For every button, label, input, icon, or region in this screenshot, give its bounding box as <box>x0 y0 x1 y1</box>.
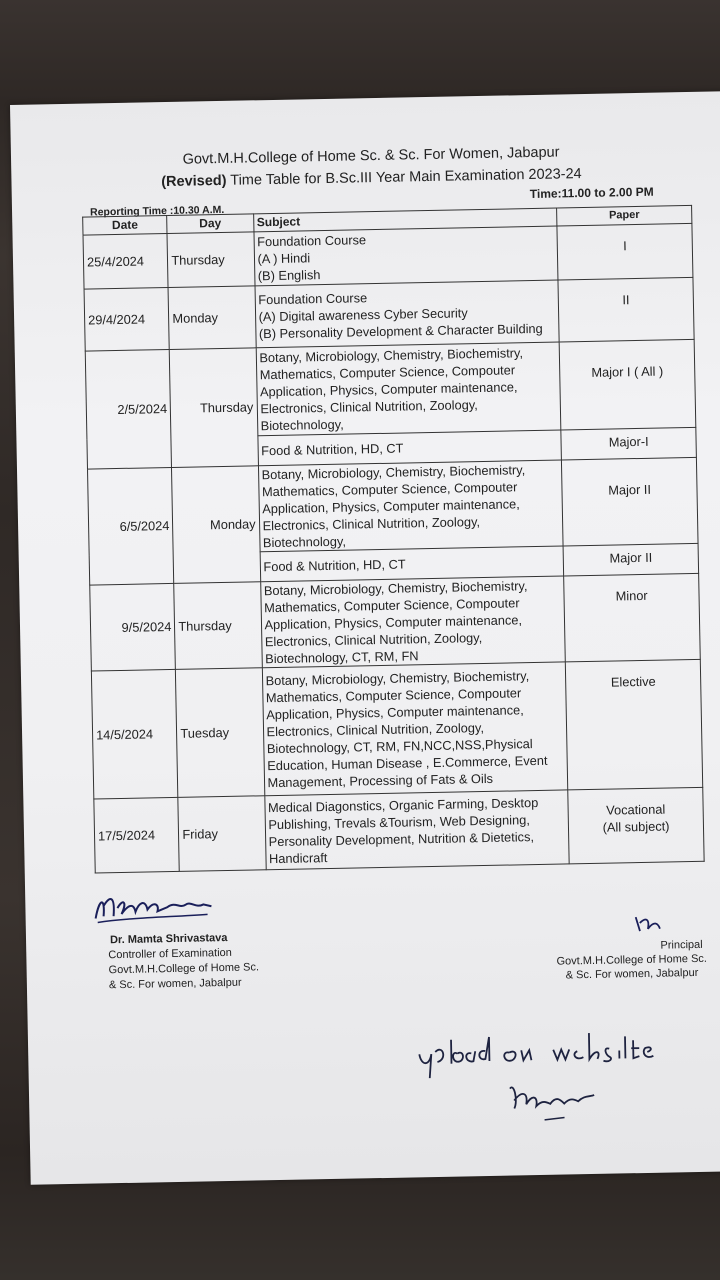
subject-line: Electronics, Clinical Nutrition, Zoology, <box>262 514 481 534</box>
controller-name: Dr. Mamta Shrivastava <box>109 931 228 947</box>
subject-line: Application, Physics, Computer maintenance, <box>259 379 518 400</box>
controller-org-2: & Sc. For women, Jabalpur <box>108 976 242 992</box>
table-row <box>90 573 701 671</box>
subject-line: Botany, Microbiology, Chemistry, Biochemistry, <box>265 668 530 689</box>
subject-line: Foundation Course <box>257 232 367 250</box>
principal-org-2: & Sc. For women, Jabalpur <box>565 966 699 982</box>
row-paper <box>565 659 702 790</box>
table-row <box>84 277 694 351</box>
subject-line: Electronics, Clinical Nutrition, Zoology, <box>264 630 483 650</box>
controller-org-1: Govt.M.H.College of Home Sc. <box>108 961 260 977</box>
exam-title-text: Time Table for B.Sc.III Year Main Examination 2023-24 <box>226 166 582 189</box>
subject-line: Electronics, Clinical Nutrition, Zoology, <box>260 397 478 417</box>
subject-line: Botany, Microbiology, Chemistry, Biochemistry, <box>259 345 524 366</box>
row-paper <box>568 787 704 864</box>
subject-line: Personality Development, Nutrition & Dietetics, <box>268 828 535 849</box>
row-paper <box>562 457 698 546</box>
row-subject <box>253 226 558 286</box>
row-day: Monday <box>172 466 260 584</box>
subject-line: (A ) Hindi <box>257 250 311 267</box>
subject-line: Management, Processing of Fats & Oils <box>267 770 494 791</box>
subject-line: Application, Physics, Computer maintenance, <box>262 496 520 517</box>
principal-signature <box>596 913 666 936</box>
row-day: Thursday <box>170 348 258 468</box>
row-date: 14/5/2024 <box>91 669 178 799</box>
college-title: Govt.M.H.College of Home Sc. & Sc. For Women, Jabapur <box>182 144 560 168</box>
controller-signature-block <box>87 885 259 993</box>
table-row <box>85 339 696 439</box>
paper-label-secondary: (All subject) <box>602 818 670 835</box>
handwritten-note-drawing <box>413 1028 665 1143</box>
table-row <box>88 457 699 555</box>
row-date: 29/4/2024 <box>84 287 170 351</box>
paper-label: Minor <box>615 587 648 604</box>
table-row <box>94 787 704 873</box>
row-subject <box>262 662 568 796</box>
principal-org-1: Govt.M.H.College of Home Sc. <box>556 952 708 968</box>
paper-label: Elective <box>610 673 656 690</box>
subject-line: Foundation Course <box>258 290 368 308</box>
reporting-time: Reporting Time :10.30 A.M. <box>89 203 225 219</box>
subject-line: Mathematics, Computer Science, Compouter <box>264 595 520 616</box>
subject-line: Biotechnology, <box>262 533 347 551</box>
subject-line: Medical Diagonstics, Organic Farming, Desktop <box>267 794 539 815</box>
controller-title: Controller of Examination <box>108 946 232 962</box>
row-date: 9/5/2024 <box>90 583 176 671</box>
subject-line: Botany, Microbiology, Chemistry, Biochemistry, <box>263 578 528 599</box>
subject-line: Botany, Microbiology, Chemistry, Biochemistry, <box>261 462 526 483</box>
subject-line: (A) Digital awareness Cyber Security <box>258 305 468 325</box>
row-paper <box>557 223 693 280</box>
row-day: Thursday <box>167 232 254 288</box>
subject-line: Application, Physics, Computer maintenance, <box>264 612 523 633</box>
paper-label: I <box>622 238 627 254</box>
row-subject: Food & Nutrition, HD, CT <box>257 430 561 466</box>
row-paper: Major-I <box>561 427 696 460</box>
row-date: 17/5/2024 <box>94 797 180 873</box>
row-date: 25/4/2024 <box>83 234 168 290</box>
header-day: Day <box>167 214 254 234</box>
subject-line: Education, Human Disease , E.Commerce, Event <box>267 752 548 774</box>
row-paper <box>564 573 700 662</box>
row-day: Monday <box>168 286 255 350</box>
row-paper <box>559 339 695 430</box>
header-subject: Subject <box>253 208 557 232</box>
row-subject <box>258 460 563 552</box>
subject-line: Mathematics, Computer Science, Compouter <box>261 479 518 500</box>
paper-label: Major II <box>608 481 652 498</box>
subject-line: (B) English <box>257 267 321 284</box>
subject-line: Mathematics, Computer Science, Compouter <box>265 685 522 706</box>
subject-line: Handicraft <box>268 849 328 866</box>
row-day: Tuesday <box>176 668 265 798</box>
subject-line: Biotechnology, <box>260 416 344 434</box>
table-row <box>91 659 702 799</box>
subject-line: Electronics, Clinical Nutrition, Zoology, <box>266 720 485 740</box>
paper-label: Major I ( All ) <box>591 363 664 380</box>
row-subject <box>264 790 569 870</box>
exam-time: Time:11.00 to 2.00 PM <box>529 184 654 202</box>
subject-line: Publishing, Trevals &Tourism, Web Designing, <box>268 811 530 832</box>
principal-signature-block <box>556 912 708 983</box>
subject-line: (B) Personality Development & Character Building <box>258 320 543 342</box>
timetable-body <box>83 223 704 873</box>
timetable <box>82 205 705 874</box>
row-subject <box>255 280 560 348</box>
row-subject <box>260 576 565 668</box>
row-date: 2/5/2024 <box>85 349 172 469</box>
row-subject <box>256 342 561 436</box>
principal-title: Principal <box>660 938 703 952</box>
header-paper: Paper <box>557 205 692 226</box>
subject-line: Mathematics, Computer Science, Compouter <box>259 362 516 383</box>
row-paper <box>558 277 694 342</box>
controller-signature <box>87 886 248 929</box>
paper-label: II <box>622 292 630 308</box>
row-paper: Major II <box>563 543 698 576</box>
row-day: Friday <box>178 796 266 872</box>
revised-label: (Revised) <box>161 172 227 191</box>
handwritten-note <box>413 1028 665 1148</box>
row-date: 6/5/2024 <box>88 467 175 585</box>
subject-line: Application, Physics, Computer maintenance, <box>266 702 524 723</box>
subject-line: Biotechnology, CT, RM, FN <box>265 648 419 667</box>
document-sheet <box>10 90 720 1184</box>
subject-line: Biotechnology, CT, RM, FN,NCC,NSS,Physical <box>266 736 533 757</box>
paper-label: Vocational <box>606 801 666 818</box>
row-subject: Food & Nutrition, HD, CT <box>260 546 564 582</box>
row-day: Thursday <box>174 582 262 670</box>
header-date: Date <box>83 216 168 236</box>
